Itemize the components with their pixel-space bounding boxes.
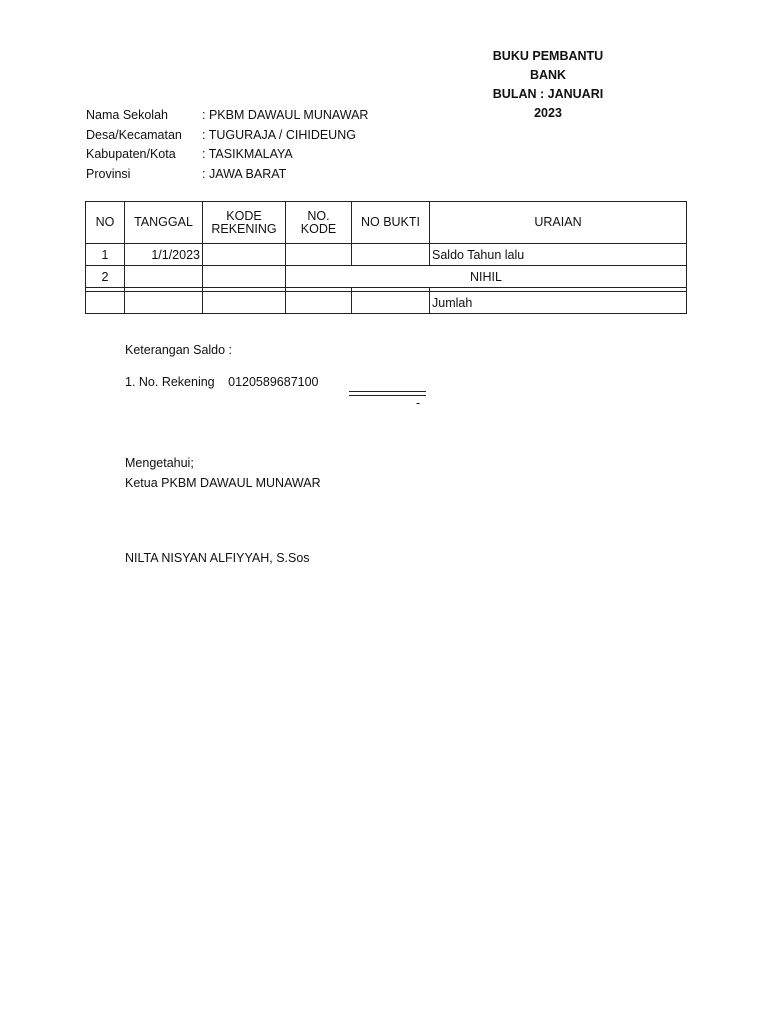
cell-no: 2 [86,266,125,288]
info-value: : PKBM DAWAUL MUNAWAR [202,108,369,122]
info-row-province [86,165,368,185]
cell-tanggal [125,292,203,314]
document-month: BULAN : JANUARI 2023 [492,87,604,120]
double-underline [349,391,426,396]
info-label: Provinsi [86,166,131,181]
info-row-regency [86,145,368,165]
table-row [86,244,687,266]
info-label: Kabupaten/Kota [86,147,176,161]
info-label: Nama Sekolah [86,108,168,122]
header-uraian: URAIAN [430,202,687,244]
info-value: : JAWA BARAT [202,166,287,181]
header-no-kode: NO. KODE [286,202,352,244]
cell-uraian: Saldo Tahun lalu [430,244,687,266]
balance-note-title: Keterangan Saldo : [125,343,233,357]
cell-no-kode [286,292,352,314]
header-tanggal: TANGGAL [125,202,203,244]
header-kode-line1: KODE [226,208,262,223]
cell-no-bukti [352,292,430,314]
approval-line2: Ketua PKBM DAWAUL MUNAWAR [125,476,321,490]
balance-value: - [416,396,421,410]
account-label: 1. No. Rekening [125,375,215,389]
account-number: 0120589687100 [228,375,319,389]
school-info [86,106,368,184]
signer-name: NILTA NISYAN ALFIYYAH, S.Sos [125,551,310,565]
cell-kode-rekening [203,244,286,266]
header-kode-rekening [203,202,286,244]
info-row-school [86,106,368,126]
table-row [86,266,687,288]
ledger-table [85,201,687,314]
info-value: : TASIKMALAYA [202,147,293,161]
approval-line1: Mengetahui; [125,456,194,470]
info-label: Desa/Kecamatan [86,127,182,142]
account-line [125,375,319,389]
cell-uraian-merged: NIHIL [286,266,687,288]
header-kode-line2: REKENING [211,221,277,236]
cell-total-label: Jumlah [430,292,687,314]
table-header-row [86,202,687,244]
header-no-bukti: NO BUKTI [352,202,430,244]
cell-no: 1 [86,244,125,266]
cell-no-kode [286,244,352,266]
cell-tanggal: 1/1/2023 [125,244,203,266]
cell-tanggal [125,266,203,288]
cell-kode-rekening [203,292,286,314]
document-title: BUKU PEMBANTU BANK [492,49,604,82]
header-no: NO [86,202,125,244]
cell-no [86,292,125,314]
approval-block [125,453,321,493]
info-row-village [86,126,368,146]
cell-no-bukti [352,244,430,266]
table-total-row [86,292,687,314]
cell-kode-rekening [203,266,286,288]
info-value: : TUGURAJA / CIHIDEUNG [202,127,356,142]
document-header [478,47,618,123]
